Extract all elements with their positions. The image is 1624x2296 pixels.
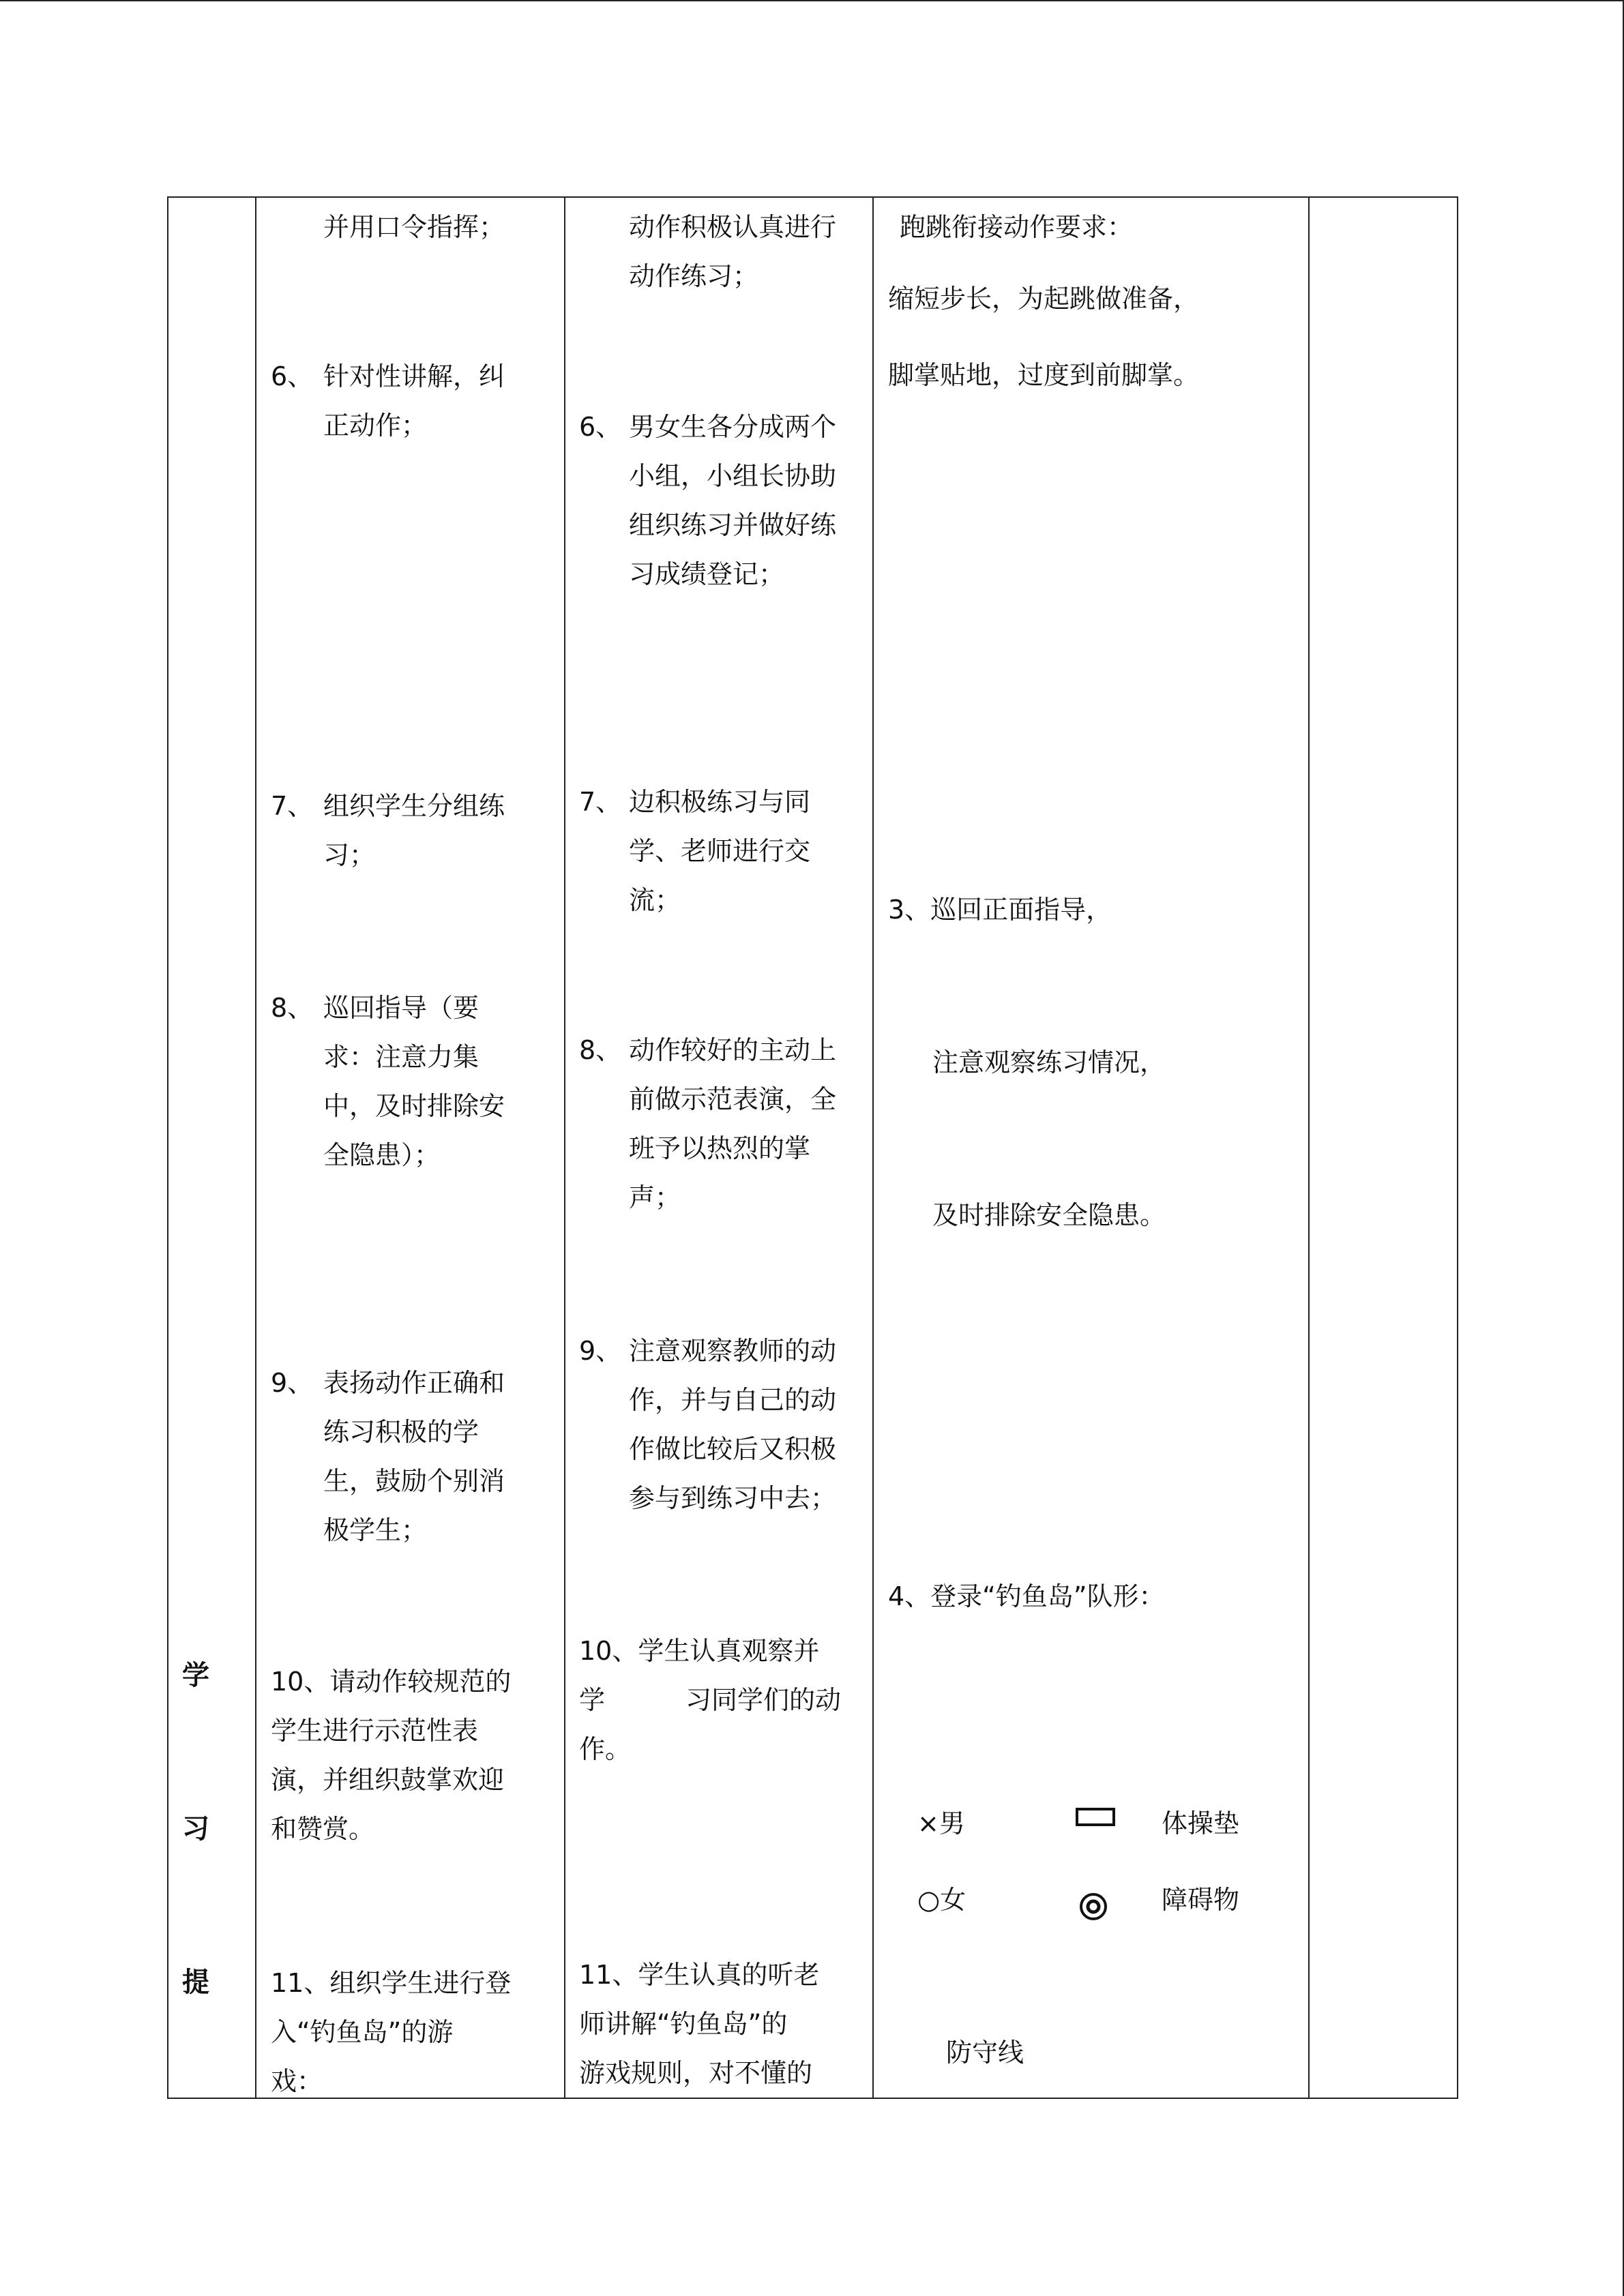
item-line: 和赞赏。 bbox=[271, 1814, 375, 1844]
column-divider bbox=[564, 198, 565, 2098]
item-line: 11、组织学生进行登 bbox=[271, 1968, 512, 1998]
item-line: 前做示范表演，全 bbox=[629, 1084, 837, 1114]
item-line: 边积极练习与同 bbox=[629, 787, 811, 817]
column-divider bbox=[1308, 198, 1310, 2098]
item-number: 7、 bbox=[271, 791, 314, 821]
item-line: 师讲解“钓鱼岛”的 bbox=[579, 2009, 788, 2039]
item-line: 男女生各分成两个 bbox=[629, 412, 837, 442]
item-number: 6、 bbox=[271, 361, 314, 391]
item-line: 作，并与自己的动 bbox=[629, 1385, 837, 1415]
item-line: 演，并组织鼓掌欢迎 bbox=[271, 1765, 505, 1795]
item-line: 生，鼓励个别消 bbox=[323, 1466, 505, 1496]
obstacle-target-icon bbox=[1078, 1892, 1108, 1922]
lesson-plan-table bbox=[167, 196, 1458, 2099]
col2-intro-line: 动作练习； bbox=[629, 261, 759, 291]
side-label-char: 习 bbox=[182, 1813, 209, 1845]
item-line: 参与到练习中去； bbox=[629, 1483, 837, 1513]
req-line: 脚掌贴地，过度到前脚掌。 bbox=[888, 360, 1200, 390]
item-line: 入“钓鱼岛”的游 bbox=[271, 2017, 454, 2047]
item-line: 10、学生认真观察并 bbox=[579, 1636, 820, 1666]
item-line: 组织练习并做好练 bbox=[629, 510, 837, 540]
item-line: 练习积极的学 bbox=[323, 1417, 479, 1447]
legend-male: ×男 bbox=[917, 1808, 965, 1838]
legend-obstacle: 障碍物 bbox=[1162, 1885, 1240, 1915]
item-line: 习成绩登记； bbox=[629, 559, 785, 589]
item-number: 9、 bbox=[579, 1336, 622, 1366]
item-line: 小组，小组长协助 bbox=[629, 461, 837, 491]
item3-line: 及时排除安全隐患。 bbox=[932, 1200, 1166, 1230]
item-line: 巡回指导（要 bbox=[323, 993, 479, 1023]
item-line: 学生进行示范性表 bbox=[271, 1716, 479, 1746]
item3-line: 注意观察练习情况， bbox=[932, 1047, 1166, 1077]
item-number: 6、 bbox=[579, 412, 622, 442]
item-line: 极学生； bbox=[323, 1515, 428, 1545]
column-divider bbox=[872, 198, 874, 2098]
item-line: 声； bbox=[629, 1182, 681, 1212]
item4-title: 4、登录“钓鱼岛”队形： bbox=[888, 1581, 1165, 1611]
item-line: 11、学生认真的听老 bbox=[579, 1960, 820, 1990]
item-line: 求：注意力集 bbox=[323, 1042, 479, 1072]
item-number: 8、 bbox=[271, 993, 314, 1023]
item-line: 游戏规则，对不懂的 bbox=[579, 2058, 813, 2088]
item-line: 习同学们的动 bbox=[685, 1685, 842, 1715]
item-line: 学 bbox=[579, 1685, 606, 1715]
item-line: 组织学生分组练 bbox=[323, 791, 505, 821]
legend-female: ○女 bbox=[917, 1885, 966, 1915]
item-line: 中，及时排除安 bbox=[323, 1091, 505, 1121]
item-number: 8、 bbox=[579, 1035, 622, 1065]
legend-defense-line: 防守线 bbox=[946, 2038, 1024, 2068]
item-line: 学、老师进行交 bbox=[629, 836, 811, 866]
item-number: 7、 bbox=[579, 787, 622, 817]
item-line: 10、请动作较规范的 bbox=[271, 1667, 512, 1697]
legend-mat: 体操垫 bbox=[1162, 1808, 1240, 1838]
item-line: 作。 bbox=[579, 1734, 632, 1764]
item-line: 针对性讲解，纠 bbox=[323, 361, 505, 391]
item-number: 9、 bbox=[271, 1368, 314, 1398]
req-line: 缩短步长，为起跳做准备， bbox=[888, 284, 1200, 314]
side-label-char: 提 bbox=[182, 1967, 209, 1998]
item-line: 班予以热烈的掌 bbox=[629, 1133, 811, 1163]
item-line: 作做比较后又积极 bbox=[629, 1434, 837, 1464]
item-line: 动作较好的主动上 bbox=[629, 1035, 837, 1065]
item-line: 流； bbox=[629, 885, 681, 915]
mat-rectangle-icon bbox=[1076, 1808, 1115, 1826]
col1-intro: 并用口令指挥； bbox=[323, 212, 505, 242]
side-label-char: 学 bbox=[182, 1660, 209, 1691]
column-divider bbox=[255, 198, 256, 2098]
item-line: 戏： bbox=[271, 2066, 323, 2096]
item-line: 表扬动作正确和 bbox=[323, 1368, 505, 1398]
req-title: 跑跳衔接动作要求： bbox=[900, 212, 1134, 242]
item-line: 全隐患）； bbox=[323, 1140, 441, 1170]
col2-intro-line: 动作积极认真进行 bbox=[629, 212, 837, 242]
item3-title: 3、巡回正面指导， bbox=[888, 895, 1112, 925]
item-line: 正动作； bbox=[323, 411, 428, 441]
item-line: 注意观察教师的动 bbox=[629, 1336, 837, 1366]
item-line: 习； bbox=[323, 840, 376, 870]
